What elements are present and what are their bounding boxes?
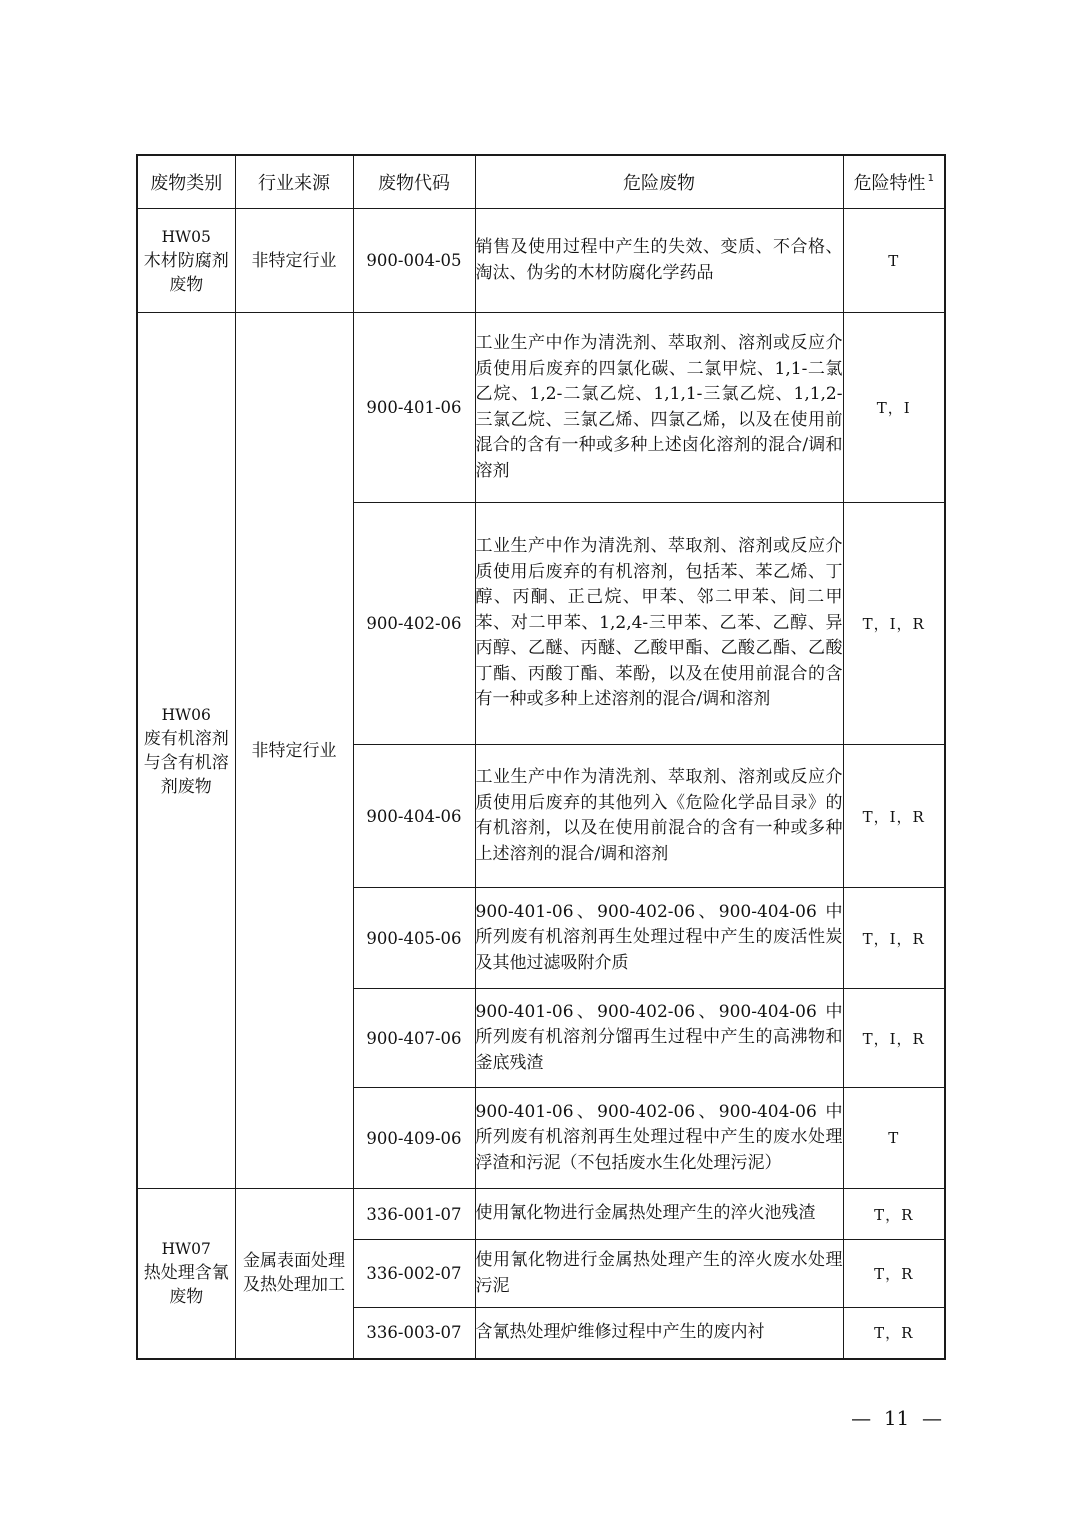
hazard-property: T，I，R — [843, 503, 945, 745]
page-number: — 11 — — [851, 1406, 942, 1430]
category-code: HW07 — [161, 1240, 211, 1259]
waste-description: 使用氰化物进行金属热处理产生的淬火废水处理污泥 — [475, 1240, 843, 1308]
hazardous-waste-table — [136, 154, 946, 1360]
waste-code: 900-404-06 — [353, 745, 475, 888]
hazard-property: T，R — [843, 1240, 945, 1308]
header-property — [843, 155, 945, 209]
waste-code: 336-001-07 — [353, 1189, 475, 1240]
hazard-property: T — [843, 1088, 945, 1189]
table-row — [137, 209, 945, 313]
waste-code: 900-004-05 — [353, 209, 475, 313]
waste-description: 工业生产中作为清洗剂、萃取剂、溶剂或反应介质使用后废弃的有机溶剂，包括苯、苯乙烯、丁醇、丙酮、正己烷、甲苯、邻二甲苯、间二甲苯、对二甲苯、1,2,4-三甲苯、乙苯、乙醇、异丙醇、乙醚、丙醚、乙酸甲酯、乙酸乙酯、乙酸丁酯、丙酸丁酯、苯酚，以及在使用前混合的含有一种或多种上述溶剂的混合/调和溶剂 — [475, 503, 843, 745]
header-footnote-mark: 1 — [927, 173, 934, 184]
table-row — [137, 313, 945, 503]
industry-cell: 非特定行业 — [235, 209, 353, 313]
waste-description: 900-401-06、900-402-06、900-404-06 中所列废有机溶剂再生处理过程中产生的废水处理浮渣和污泥（不包括废水生化处理污泥） — [475, 1088, 843, 1189]
header-waste: 危险废物 — [475, 155, 843, 209]
category-name: 废有机溶剂与含有机溶剂废物 — [143, 728, 229, 797]
hazard-property: T，I，R — [843, 888, 945, 989]
category-code: HW05 — [161, 227, 211, 246]
waste-code: 336-002-07 — [353, 1240, 475, 1308]
industry-cell: 非特定行业 — [235, 313, 353, 1189]
waste-description: 销售及使用过程中产生的失效、变质、不合格、淘汰、伪劣的木材防腐化学药品 — [475, 209, 843, 313]
hazard-property: T，I，R — [843, 989, 945, 1088]
table-row — [137, 1189, 945, 1240]
waste-description: 900-401-06、900-402-06、900-404-06 中所列废有机溶剂分馏再生过程中产生的高沸物和釜底残渣 — [475, 989, 843, 1088]
category-cell — [137, 313, 235, 1189]
header-row — [137, 155, 945, 209]
waste-code: 900-407-06 — [353, 989, 475, 1088]
header-property-label: 危险特性 — [853, 173, 926, 194]
category-name: 热处理含氰废物 — [143, 1263, 229, 1308]
hazard-property: T，R — [843, 1308, 945, 1359]
waste-description: 使用氰化物进行金属热处理产生的淬火池残渣 — [475, 1189, 843, 1240]
waste-description: 含氰热处理炉维修过程中产生的废内衬 — [475, 1308, 843, 1359]
waste-description: 工业生产中作为清洗剂、萃取剂、溶剂或反应介质使用后废弃的四氯化碳、二氯甲烷、1,1-二氯乙烷、1,2-二氯乙烷、1,1,1-三氯乙烷、1,1,2-三氯乙烷、三氯乙烯、四氯乙烯，以及在使用前混合的含有一种或多种上述卤化溶剂的混合/调和溶剂 — [475, 313, 843, 503]
header-industry: 行业来源 — [235, 155, 353, 209]
hazard-property: T，I，R — [843, 745, 945, 888]
waste-code: 900-402-06 — [353, 503, 475, 745]
header-category: 废物类别 — [137, 155, 235, 209]
hazard-property: T — [843, 209, 945, 313]
industry-cell: 金属表面处理及热处理加工 — [235, 1189, 353, 1359]
category-name: 木材防腐剂废物 — [143, 250, 229, 295]
waste-code: 900-401-06 — [353, 313, 475, 503]
waste-code: 900-405-06 — [353, 888, 475, 989]
category-cell — [137, 1189, 235, 1359]
hazard-property: T，I — [843, 313, 945, 503]
category-code: HW06 — [161, 705, 211, 724]
waste-code: 336-003-07 — [353, 1308, 475, 1359]
header-code: 废物代码 — [353, 155, 475, 209]
waste-description: 工业生产中作为清洗剂、萃取剂、溶剂或反应介质使用后废弃的其他列入《危险化学品目录》的有机溶剂，以及在使用前混合的含有一种或多种上述溶剂的混合/调和溶剂 — [475, 745, 843, 888]
waste-description: 900-401-06、900-402-06、900-404-06 中所列废有机溶剂再生处理过程中产生的废活性炭及其他过滤吸附介质 — [475, 888, 843, 989]
category-cell — [137, 209, 235, 313]
hazard-property: T，R — [843, 1189, 945, 1240]
waste-code: 900-409-06 — [353, 1088, 475, 1189]
